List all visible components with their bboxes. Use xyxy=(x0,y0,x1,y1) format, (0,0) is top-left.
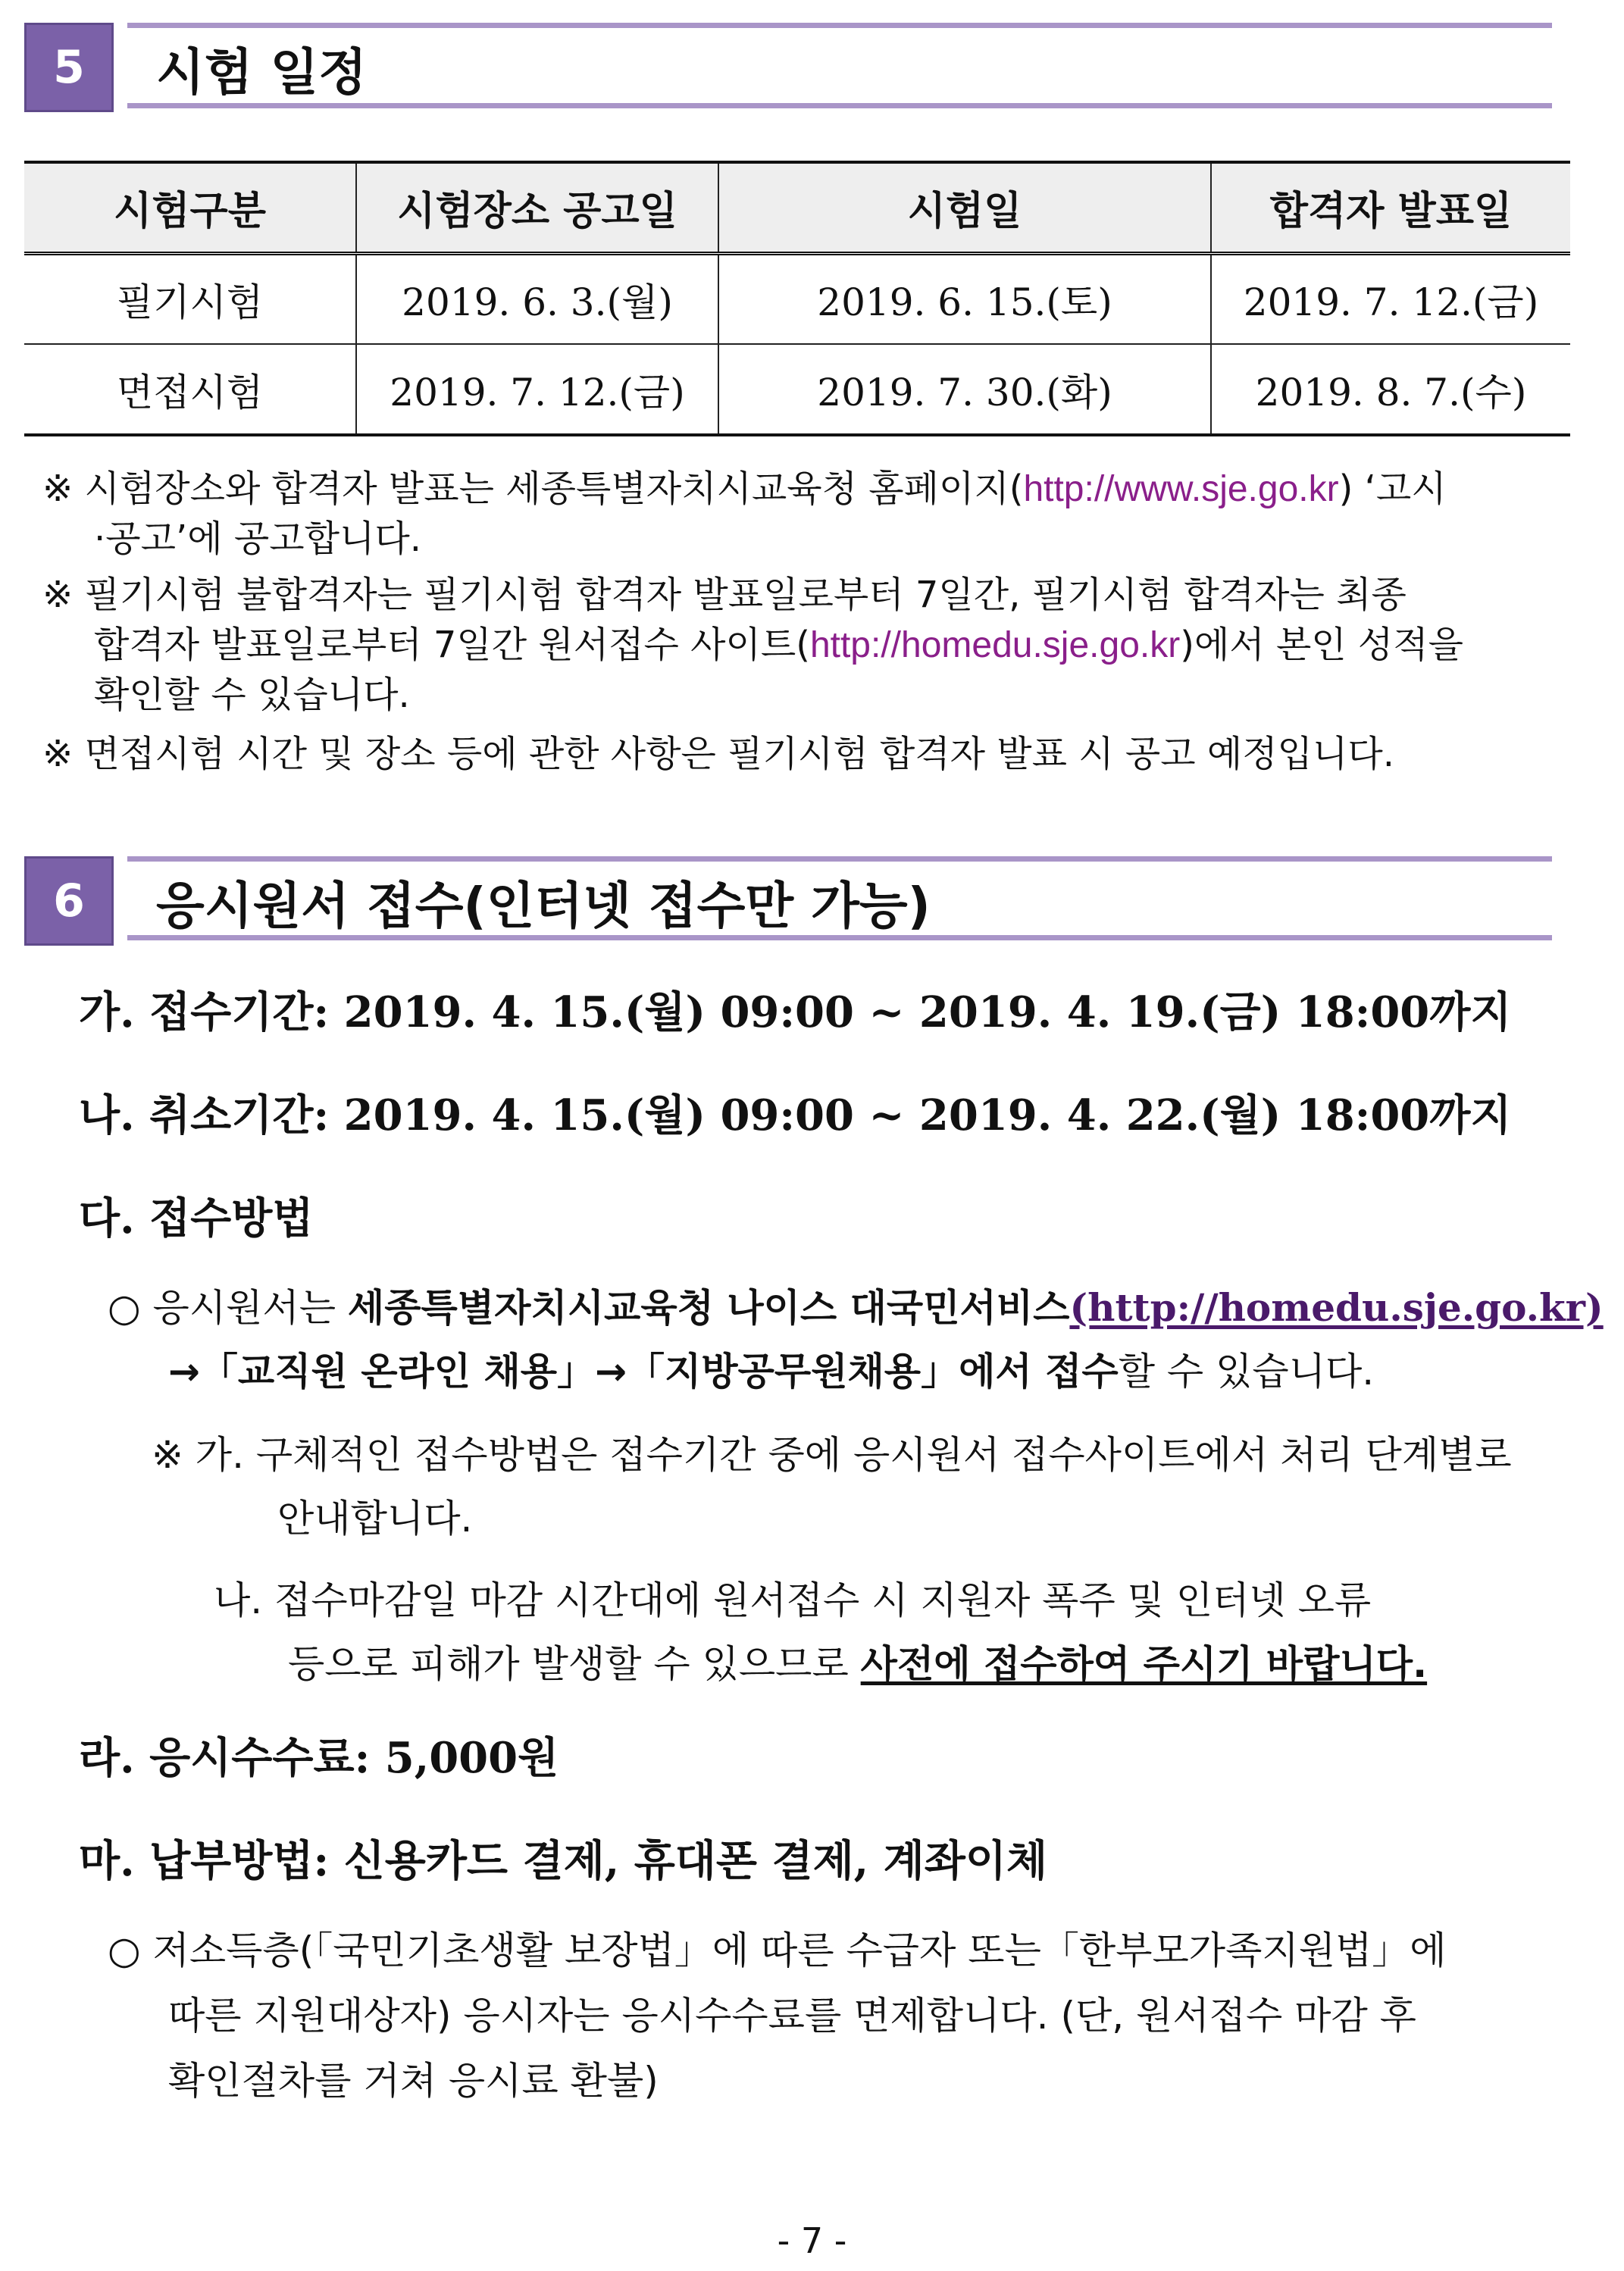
table-cell: 2019. 6. 3.(월) xyxy=(356,253,718,344)
note-2-line-2 xyxy=(94,620,1463,671)
da-note-1-line-1: ※ 가. 구체적인 접수방법은 접수기간 중에 응시원서 접수사이트에서 처리 단계별로 xyxy=(152,1433,1512,1477)
homedu-link[interactable]: (http://homedu.sje.go.kr) xyxy=(1069,1285,1604,1330)
section5-number-badge xyxy=(24,23,114,112)
table-header-row xyxy=(24,162,1570,253)
table-cell: 면접시험 xyxy=(116,370,264,414)
note-text: )에서 본인 성적을 xyxy=(1180,624,1464,666)
table-cell: 2019. 7. 30.(화) xyxy=(718,344,1211,435)
item-na-cancel-period: 나. 취소기간: 2019. 4. 15.(월) 09:00 ~ 2019. 4. 22.(월) 18:00까지 xyxy=(79,1090,1512,1140)
da-note-2-line-2 xyxy=(288,1634,1427,1688)
table-cell: 2019. 7. 12.(금) xyxy=(356,344,718,435)
da-bullet-line-2 xyxy=(168,1341,1374,1396)
item-da-method: 다. 접수방법 xyxy=(79,1193,314,1243)
table-row xyxy=(24,344,1570,435)
table-cell: 2019. 8. 7.(수) xyxy=(1211,344,1570,435)
education-office-link[interactable]: http://www.sje.go.kr xyxy=(1023,469,1339,509)
emphasis-text: →「교직원 온라인 채용」→「지방공무원채용」에서 접수 xyxy=(168,1350,1119,1394)
body-text: ○ 응시원서는 xyxy=(108,1286,348,1330)
exam-schedule-table xyxy=(24,161,1570,436)
section5-title: 시험 일정 xyxy=(156,43,368,102)
ma-bullet-line-1: ○ 저소득층(「국민기초생활 보장법」에 따른 수급자 또는「한부모가족지원법」에 xyxy=(108,1928,1447,1972)
da-note-1-line-2: 안내합니다. xyxy=(277,1497,473,1541)
emphasis-text: 세종특별자치시교육청 나이스 대국민서비스 xyxy=(347,1286,1070,1330)
table-cell: 2019. 7. 12.(금) xyxy=(1211,253,1570,344)
table-cell: 필기시험 xyxy=(116,280,264,324)
note-text: ) ‘고시 xyxy=(1338,468,1447,510)
note-1-line-2: ·공고’에 공고합니다. xyxy=(94,518,421,560)
section6-title: 응시원서 접수(인터넷 접수만 가능) xyxy=(156,877,931,935)
note-3: ※ 면접시험 시간 및 장소 등에 관한 사항은 필기시험 합격자 발표 시 공고 예정입니다. xyxy=(42,733,1394,775)
body-text: 할 수 있습니다. xyxy=(1118,1350,1375,1394)
section5-top-rule xyxy=(127,23,1552,28)
table-row xyxy=(24,253,1570,344)
note-text: 합격자 발표일로부터 7일간 원서접수 사이트( xyxy=(94,624,810,666)
note-1-line-1 xyxy=(42,464,1447,515)
note-2-line-1: ※ 필기시험 불합격자는 필기시험 합격자 발표일로부터 7일간, 필기시험 합격자는 최종 xyxy=(42,574,1407,616)
table-header-cell: 시험일 xyxy=(718,162,1211,253)
da-bullet-line-1 xyxy=(108,1278,1604,1332)
application-site-link[interactable]: http://homedu.sje.go.kr xyxy=(809,625,1181,665)
body-text: 등으로 피해가 발생할 수 있으므로 xyxy=(288,1642,861,1686)
section5-number: 5 xyxy=(53,41,85,94)
ma-bullet-line-3: 확인절차를 거쳐 응시료 환불) xyxy=(168,2059,659,2103)
item-ga-application-period: 가. 접수기간: 2019. 4. 15.(월) 09:00 ~ 2019. 4. 19.(금) 18:00까지 xyxy=(79,987,1512,1037)
da-note-2-line-1: 나. 접수마감일 마감 시간대에 원서접수 시 지원자 폭주 및 인터넷 오류 xyxy=(214,1578,1372,1622)
ma-bullet-line-2: 따른 지원대상자) 응시자는 응시수수료를 면제합니다. (단, 원서접수 마감 후 xyxy=(168,1994,1416,2038)
section6-bottom-rule xyxy=(127,935,1552,940)
emphasis-text: 사전에 접수하여 주시기 바랍니다. xyxy=(860,1642,1428,1686)
section5-bottom-rule xyxy=(127,103,1552,108)
item-ra-fee: 라. 응시수수료: 5,000원 xyxy=(79,1733,559,1783)
table-cell: 2019. 6. 15.(토) xyxy=(718,253,1211,344)
table-header-cell: 시험구분 xyxy=(114,189,266,235)
table-header-cell: 시험장소 공고일 xyxy=(356,162,718,253)
page-number: - 7 - xyxy=(777,2220,847,2261)
note-text: ※ 시험장소와 합격자 발표는 세종특별자치시교육청 홈페이지( xyxy=(42,468,1024,510)
item-ma-payment: 마. 납부방법: 신용카드 결제, 휴대폰 결제, 계좌이체 xyxy=(79,1836,1048,1886)
table-header-cell: 합격자 발표일 xyxy=(1211,162,1570,253)
section6-number: 6 xyxy=(53,874,85,927)
section6-number-badge xyxy=(24,856,114,946)
section6-top-rule xyxy=(127,856,1552,862)
note-2-line-3: 확인할 수 있습니다. xyxy=(94,674,410,716)
